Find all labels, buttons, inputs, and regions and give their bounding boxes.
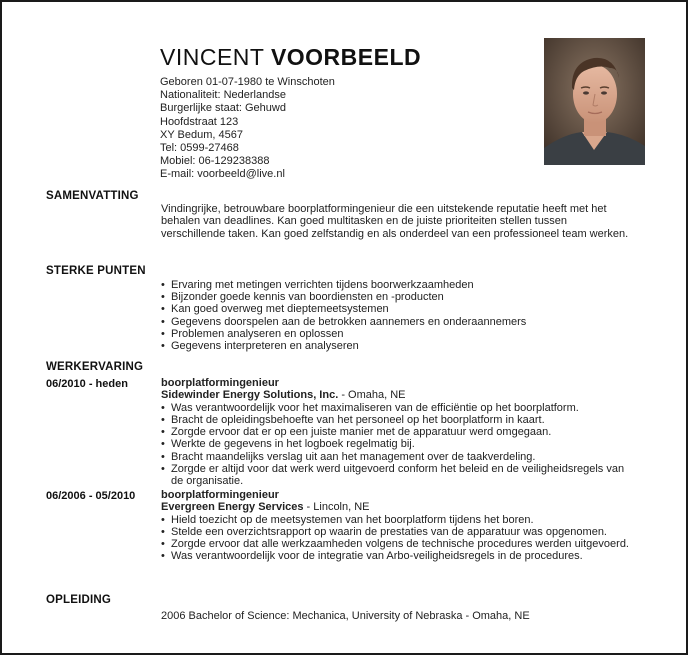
education-block <box>161 610 631 622</box>
list-item: • Zorgde ervoor dat alle werkzaamheden volgens de technische procedures werden uitgevoerd. <box>161 538 631 550</box>
contact-details <box>160 76 540 182</box>
first-name: VINCENT <box>160 44 265 70</box>
list-item: • Problemen analyseren en oplossen <box>161 328 631 340</box>
job-title: boorplatformingenieur <box>161 489 279 501</box>
job-entry <box>161 377 631 487</box>
employer-name: Sidewinder Energy Solutions, Inc. <box>161 389 339 402</box>
section-title-education: OPLEIDING <box>46 594 112 606</box>
list-item: • Gegevens interpreteren en analyseren <box>161 340 631 352</box>
strengths-list <box>161 279 631 352</box>
contact-marital-status: Burgerlijke staat: Gehuwd <box>160 102 286 115</box>
list-item: • Zorgde ervoor dat er op een juiste manier met de apparatuur werd omgegaan. <box>161 426 631 438</box>
summary-block <box>161 203 631 240</box>
employer-location: - Omaha, NE <box>338 389 406 402</box>
list-item: • Kan goed overweg met dieptemeetsystemen <box>161 303 631 315</box>
list-item: • Werkte de gegevens in het logboek regelmatig bij. <box>161 438 631 450</box>
summary-text: Vindingrijke, betrouwbare boorplatformingenieur die een uitstekende reputatie heeft met het behalen van deadlines. Kan goed multitasken en de juiste prioriteiten stellen tussen verschillende taken. Kan goed zelfstandig en als onderdeel van een professioneel team werken. <box>161 203 629 240</box>
employer-name: Evergreen Energy Services <box>161 501 304 514</box>
contact-phone: Tel: 0599-27468 <box>160 142 239 155</box>
contact-birth: Geboren 01-07-1980 te Winschoten <box>160 76 335 88</box>
list-item: • Ervaring met metingen verrichten tijdens boorwerkzaamheden <box>161 279 631 291</box>
list-item: • Stelde een overzichtsrapport op waarin de prestaties van de apparatuur was opgenomen. <box>161 526 631 538</box>
list-item: • Was verantwoordelijk voor het maximaliseren van de efficiëntie op het boorplatform. <box>161 402 631 414</box>
contact-nationality: Nationaliteit: Nederlandse <box>160 89 286 102</box>
profile-photo <box>544 38 645 165</box>
job-dates: 06/2006 - 05/2010 <box>46 490 136 502</box>
employer-location: - Lincoln, NE <box>303 501 370 514</box>
list-item: • Bracht maandelijks verslag uit aan het management over de taakverdeling. <box>161 451 631 463</box>
list-item: • Bracht de opleidingsbehoefte van het personeel op het boorplatform in kaart. <box>161 414 631 426</box>
job-duties <box>161 402 631 487</box>
contact-postal-city: XY Bedum, 4567 <box>160 128 243 141</box>
section-title-summary: SAMENVATTING <box>46 190 139 202</box>
last-name: VOORBEELD <box>270 44 422 70</box>
job-entry <box>161 489 631 563</box>
contact-street: Hoofdstraat 123 <box>160 115 239 128</box>
job-employer <box>161 501 631 513</box>
candidate-name <box>160 42 540 72</box>
list-item: • Bijzonder goede kennis van boordiensten en -producten <box>161 291 631 303</box>
contact-mobile: Mobiel: 06-129238388 <box>160 155 270 168</box>
strengths-block <box>161 279 631 352</box>
list-item: • Hield toezicht op de meetsystemen van het boorplatform tijdens het boren. <box>161 514 631 526</box>
job-title: boorplatformingenieur <box>161 377 279 389</box>
resume-header <box>160 42 540 182</box>
job-employer <box>161 389 631 401</box>
portrait-illustration <box>544 38 645 165</box>
section-title-strengths: STERKE PUNTEN <box>46 265 146 277</box>
list-item: • Was verantwoordelijk voor de integratie van Arbo-veiligheidsregels in de procedures. <box>161 550 631 562</box>
education-entry: 2006 Bachelor of Science: Mechanica, University of Nebraska - Omaha, NE <box>161 610 530 622</box>
contact-email: E-mail: voorbeeld@live.nl <box>160 168 285 181</box>
job-dates: 06/2010 - heden <box>46 378 128 390</box>
list-item: • Gegevens doorspelen aan de betrokken aannemers en onderaannemers <box>161 316 631 328</box>
list-item: • Zorgde er altijd voor dat werk werd uitgevoerd conform het beleid en de veiligheidsregels van de organisatie. <box>161 463 631 487</box>
job-duties <box>161 514 631 563</box>
section-title-experience: WERKERVARING <box>46 361 144 373</box>
